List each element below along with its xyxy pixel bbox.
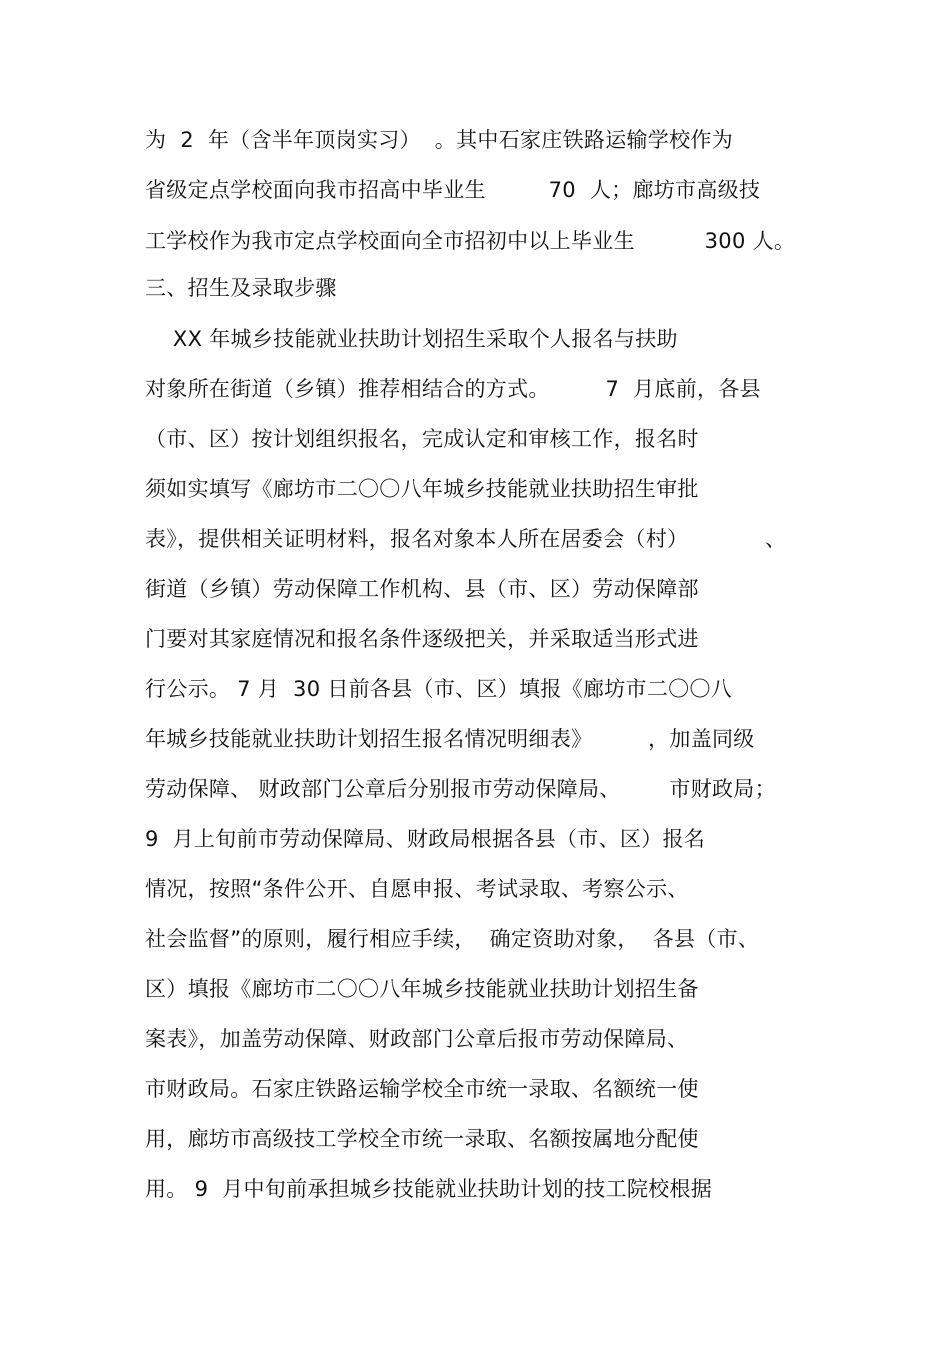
text-line: 省级定点学校面向我市招高中毕业生 70 人；廊坊市高级技 <box>145 178 761 202</box>
text-line: 表》，提供相关证明材料，报名对象本人所在居委会（村） 、 <box>145 527 787 551</box>
text-line: 案表》，加盖劳动保障、财政部门公章后报市劳动保障局、 <box>145 1027 689 1051</box>
text-line: 门要对其家庭情况和报名条件逐级把关，并采取适当形式进 <box>145 627 699 651</box>
section-heading: 三、招生及录取步骤 <box>145 276 337 300</box>
text-line: 行公示。 7 月 30 日前各县（市、区）填报《廊坊市二〇〇八 <box>145 677 733 701</box>
text-line: 对象所在街道（乡镇）推荐相结合的方式。 7 月底前，各县 <box>145 377 761 401</box>
text-line: 用，廊坊市高级技工学校全市统一录取、名额按属地分配使 <box>145 1127 699 1151</box>
text-line: 年城乡技能就业扶助计划招生报名情况明细表》 ，加盖同级 <box>145 727 755 751</box>
text-line: 情况，按照“条件公开、自愿申报、考试录取、考察公示、 <box>145 877 689 901</box>
text-line: （市、区）按计划组织报名，完成认定和审核工作，报名时 <box>145 427 699 451</box>
text-line: 社会监督”的原则，履行相应手续， 确定资助对象， 各县（市、 <box>145 927 760 951</box>
text-line: 用。 9 月中旬前承担城乡技能就业扶助计划的技工院校根据 <box>145 1177 713 1201</box>
text-line: 为 2 年（含半年顶岗实习） 。其中石家庄铁路运输学校作为 <box>145 128 734 152</box>
text-line: 市财政局。石家庄铁路运输学校全市统一录取、名额统一使 <box>145 1077 699 1101</box>
text-line: 街道（乡镇）劳动保障工作机构、县（市、区）劳动保障部 <box>145 577 699 601</box>
text-line: 劳动保障、 财政部门公章后分别报市劳动保障局、 市财政局； <box>145 777 776 801</box>
text-line: 9 月上旬前市劳动保障局、财政局根据各县（市、区）报名 <box>145 827 706 851</box>
text-line: 须如实填写《廊坊市二〇〇八年城乡技能就业扶助招生审批 <box>145 477 699 501</box>
text-line: 区）填报《廊坊市二〇〇八年城乡技能就业扶助计划招生备 <box>145 977 699 1001</box>
text-line: 工学校作为我市定点学校面向全市招初中以上毕业生 300 人。 <box>145 229 796 253</box>
text-line: XX 年城乡技能就业扶助计划招生采取个人报名与扶助 <box>145 327 678 351</box>
